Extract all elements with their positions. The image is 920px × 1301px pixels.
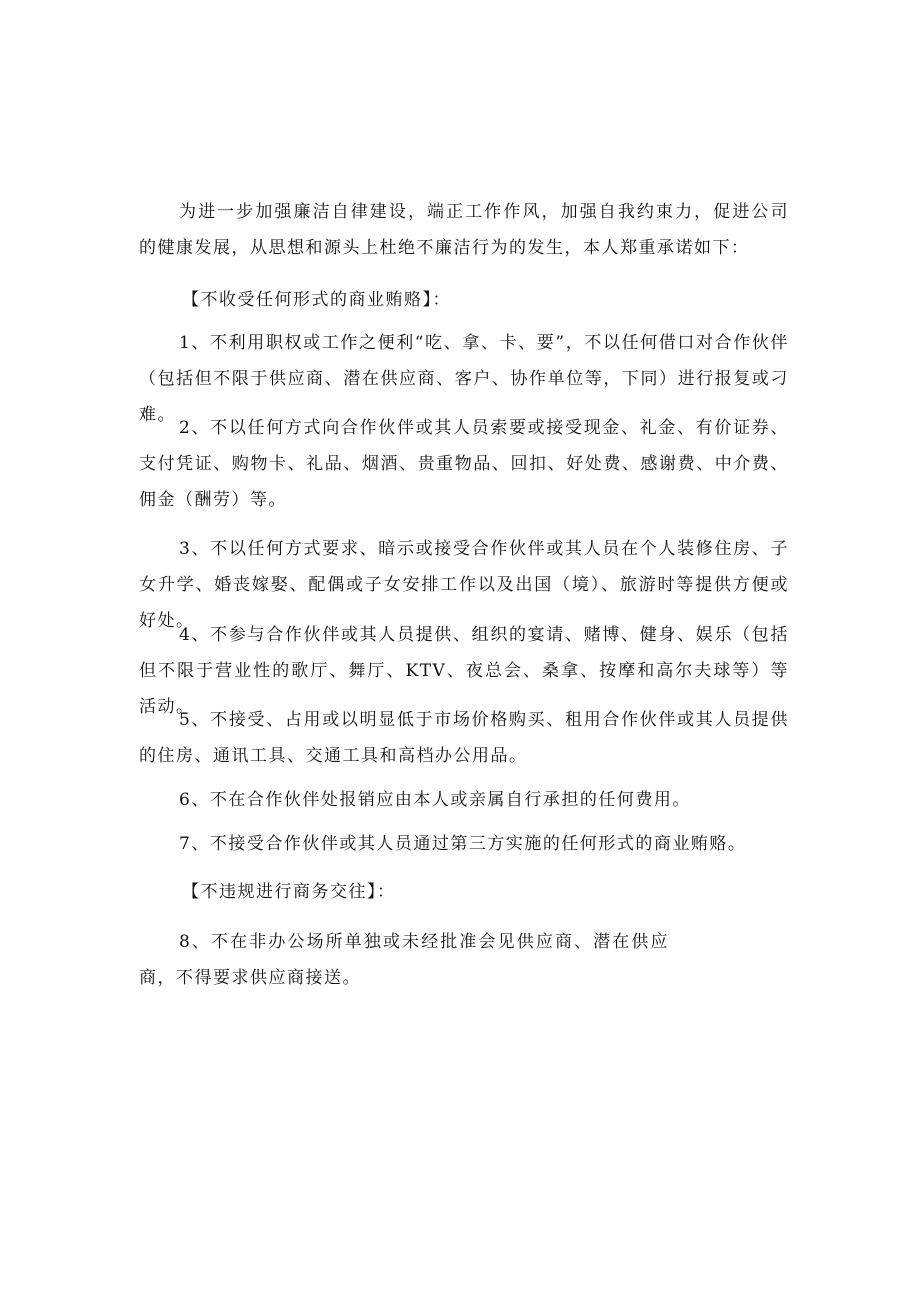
clause-3: 3、不以任何方式要求、暗示或接受合作伙伴或其人员在个人装修住房、子女升学、婚丧嫁娶、配偶或子女安排工作以及出国（境）、旅游时等提供方便或好处。 — [139, 539, 789, 631]
clause-8: 8、不在非办公场所单独或未经批准会见供应商、潜在供应商，不得要求供应商接送。 — [139, 932, 669, 988]
clause-1: 1、不利用职权或工作之便利“吃、拿、卡、要”，不以任何借口对合作伙伴（包括但不限于供应商、潜在供应商、客户、协作单位等，下同）进行报复或刁难。 — [139, 333, 789, 425]
intro-paragraph: 为进一步加强廉洁自律建设，端正工作作风，加强自我约束力，促进公司的健康发展，从思想和源头上杜绝不廉洁行为的发生，本人郑重承诺如下： — [139, 202, 789, 258]
clause-7: 7、不接受合作伙伴或其人员通过第三方实施的任何形式的商业贿赂。 — [179, 834, 747, 854]
section-heading-business-contact: 【不违规进行商务交往】： — [182, 882, 396, 902]
section-heading-bribery: 【不收受任何形式的商业贿赂】： — [182, 290, 451, 310]
clause-6: 6、不在合作伙伴处报销应由本人或亲属自行承担的任何费用。 — [179, 790, 691, 810]
clause-4: 4、不参与合作伙伴或其人员提供、组织的宴请、赌博、健身、娱乐（包括但不限于营业性的歌厅、舞厅、KTV、夜总会、桑拿、按摩和高尔夫球等）等活动。 — [139, 625, 789, 717]
clause-2: 2、不以任何方式向合作伙伴或其人员索要或接受现金、礼金、有价证券、支付凭证、购物卡、礼品、烟酒、贵重物品、回扣、好处费、感谢费、中介费、佣金（酬劳）等。 — [139, 418, 789, 510]
clause-5: 5、不接受、占用或以明显低于市场价格购买、租用合作伙伴或其人员提供的住房、通讯工具、交通工具和高档办公用品。 — [139, 710, 789, 766]
